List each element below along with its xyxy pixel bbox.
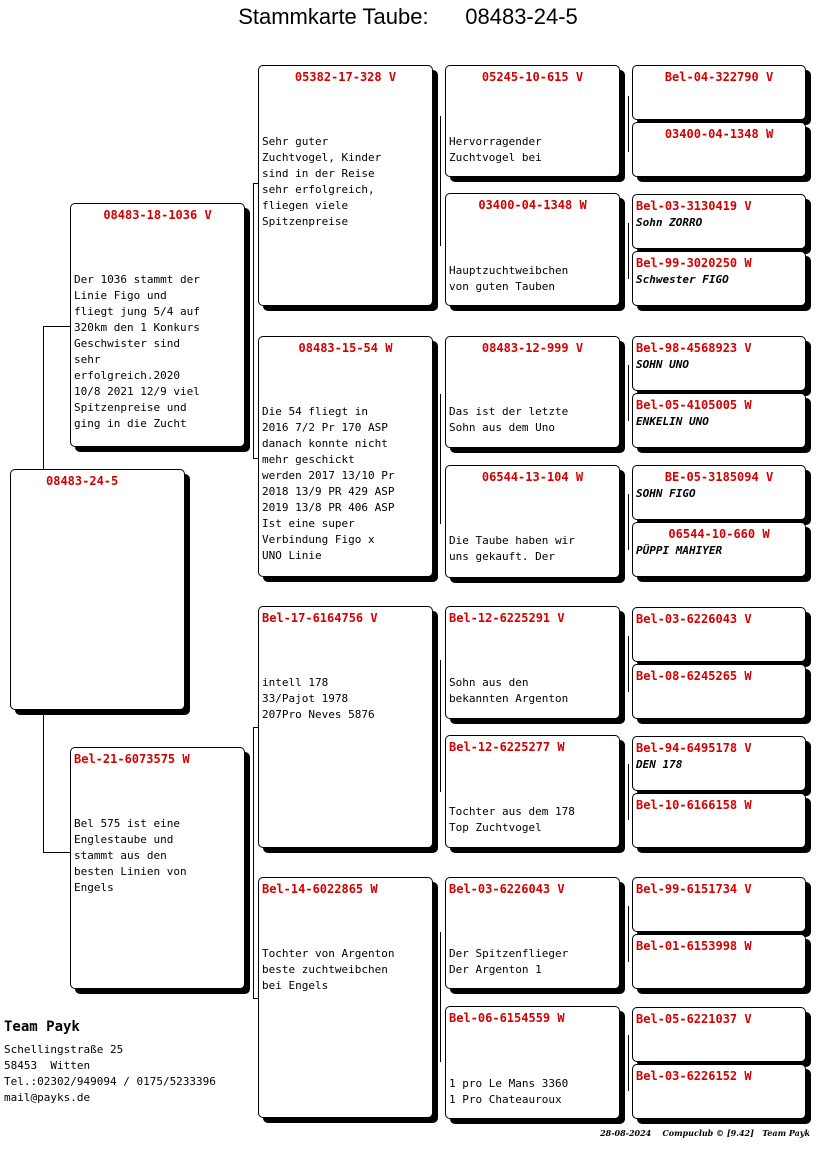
pigeon-note: ENKELIN UNO	[636, 415, 709, 428]
pigeon-card-g4[interactable]	[632, 336, 806, 391]
pigeon-card-g4[interactable]	[632, 251, 806, 306]
pigeon-card-fm[interactable]	[258, 336, 433, 577]
pigeon-card-mff[interactable]	[445, 606, 620, 719]
connector-line	[628, 1035, 629, 1091]
pigeon-card-mmm[interactable]	[445, 1006, 620, 1119]
pigeon-description: Sohn aus den bekannten Argenton	[449, 676, 569, 705]
connector-line	[440, 394, 441, 524]
pigeon-note: SOHN FIGO	[636, 487, 696, 500]
pigeon-card-g4[interactable]	[632, 194, 806, 249]
connector-line	[43, 710, 44, 852]
pigeon-card-g4[interactable]	[632, 522, 806, 577]
title-ring: 08483-24-5	[465, 4, 578, 29]
ring-number: Bel-10-6166158 W	[636, 798, 752, 812]
team-name: Team Payk	[4, 1019, 80, 1035]
pigeon-card-g4[interactable]	[632, 393, 806, 448]
footer-credit: 28-08-2024 Compuclub © [9.42] Team Payk	[600, 1128, 810, 1138]
ring-number: Bel-03-6226043 V	[636, 612, 752, 626]
ring-number: Bel-21-6073575 W	[74, 752, 190, 766]
ring-number: Bel-01-6153998 W	[636, 939, 752, 953]
ring-number: 08483-12-999 V	[481, 341, 584, 355]
connector-line	[628, 96, 629, 152]
pigeon-description: Der 1036 stammt der Linie Figo und fliegt jung 5/4 auf 320km den 1 Konkurs Geschwister sind sehr erfolgreich.2020 10/8 2021 12/9 viel Spitzenpreise und ging in die Zucht	[74, 273, 200, 430]
pigeon-card-g4[interactable]	[632, 65, 806, 120]
ring-number: Bel-94-6495178 V	[636, 741, 752, 755]
connector-line	[628, 906, 629, 962]
connector-line	[628, 365, 629, 421]
ring-number: 03400-04-1348 W	[478, 198, 587, 212]
pigeon-card-fmf[interactable]	[445, 336, 620, 448]
pigeon-note: Sohn ZORRO	[636, 216, 703, 229]
pigeon-description: Der Spitzenflieger Der Argenton 1	[449, 947, 569, 976]
pigeon-card-ff[interactable]	[258, 65, 433, 306]
pigeon-card-mmf[interactable]	[445, 877, 620, 989]
pigeon-card-ffm[interactable]	[445, 193, 620, 306]
ring-number: 03400-04-1348 W	[664, 127, 774, 141]
ring-number: 06544-13-104 W	[481, 470, 584, 484]
pigeon-card-g4[interactable]	[632, 1007, 806, 1062]
title-label: Stammkarte Taube:	[238, 4, 429, 29]
pigeon-card-fff[interactable]	[445, 65, 620, 177]
ring-number: Bel-03-6226152 W	[636, 1069, 752, 1083]
pigeon-description: Tochter aus dem 178 Top Zuchtvogel	[449, 805, 575, 834]
team-address: Schellingstraße 25 58453 Witten Tel.:02302/949094 / 0175/5233396 mail@payks.de	[4, 1043, 216, 1104]
connector-line	[253, 183, 254, 458]
connector-line	[43, 852, 71, 853]
ring-number: 08483-15-54 W	[298, 341, 393, 355]
ring-number: Bel-12-6225291 V	[449, 611, 565, 625]
ring-number: 05382-17-328 V	[294, 70, 397, 84]
connector-line	[440, 116, 441, 246]
ring-number: Bel-98-4568923 V	[636, 341, 752, 355]
pigeon-card-g4[interactable]	[632, 607, 806, 662]
ring-number: Bel-08-6245265 W	[636, 669, 752, 683]
pigeon-card-g4[interactable]	[632, 122, 806, 177]
ring-number: Bel-06-6154559 W	[449, 1011, 565, 1025]
pigeon-card-g4[interactable]	[632, 793, 806, 848]
pigeon-card-mother[interactable]	[70, 747, 245, 989]
pigeon-note: DEN 178	[636, 758, 683, 771]
pigeon-card-g4[interactable]	[632, 934, 806, 989]
pigeon-card-mm[interactable]	[258, 877, 433, 1118]
pigeon-card-g4[interactable]	[632, 465, 806, 520]
connector-line	[628, 223, 629, 279]
pigeon-card-g4[interactable]	[632, 1064, 806, 1119]
ring-number: Bel-03-3130419 V	[636, 199, 752, 213]
ring-number: 06544-10-660 W	[668, 527, 770, 541]
ring-number: Bel-05-4105005 W	[636, 398, 752, 412]
ring-number: BE-05-3185094 V	[664, 470, 774, 484]
ring-number: 08483-18-1036 V	[103, 208, 212, 222]
pigeon-card-g4[interactable]	[632, 736, 806, 791]
pigeon-card-fmm[interactable]	[445, 465, 620, 578]
connector-line	[628, 764, 629, 820]
pigeon-note: SOHN UNO	[636, 358, 689, 371]
pigeon-description: Die Taube haben wir uns gekauft. Der	[449, 534, 575, 563]
ring-number: Bel-14-6022865 W	[262, 882, 378, 896]
connector-line	[440, 660, 441, 792]
connector-line	[253, 727, 254, 998]
ring-number: Bel-04-322790 V	[664, 70, 774, 84]
ring-number: Bel-03-6226043 V	[449, 882, 565, 896]
pigeon-card-subject[interactable]	[10, 469, 185, 710]
connector-line	[628, 494, 629, 550]
ring-number: Bel-17-6164756 V	[262, 611, 378, 625]
pigeon-description: Bel 575 ist eine Englestaube und stammt aus den besten Linien von Engels	[74, 817, 187, 894]
pigeon-description: Hervorragender Zuchtvogel bei	[449, 135, 542, 164]
pigeon-card-mfm[interactable]	[445, 735, 620, 848]
connector-line	[43, 326, 44, 469]
ring-number: Bel-99-6151734 V	[636, 882, 752, 896]
pigeon-note: Schwester FIGO	[636, 273, 729, 286]
pigeon-description: Die 54 fliegt in 2016 7/2 Pr 170 ASP danach konnte nicht mehr geschickt werden 2017 13/10 Pr 2018 13/9 PR 429 ASP 2019 13/8 PR 406 ASP Ist eine super Verbindung Figo x UNO Linie	[262, 405, 395, 562]
connector-line	[628, 636, 629, 692]
ring-number: 08483-24-5	[46, 474, 119, 488]
pigeon-card-father[interactable]	[70, 203, 245, 447]
pigeon-description: intell 178 33/Pajot 1978 207Pro Neves 5876	[262, 676, 375, 721]
ring-number: Bel-05-6221037 V	[636, 1012, 752, 1026]
connector-line	[43, 326, 71, 327]
pigeon-description: Sehr guter Zuchtvogel, Kinder sind in der Reise sehr erfolgreich, fliegen viele Spitzenpreise	[262, 135, 382, 228]
pigeon-description: Tochter von Argenton beste zuchtweibchen bei Engels	[262, 947, 395, 992]
pigeon-card-g4[interactable]	[632, 877, 806, 932]
pigeon-description: Das ist der letzte Sohn aus dem Uno	[449, 405, 569, 434]
ring-number: Bel-99-3020250 W	[636, 256, 752, 270]
connector-line	[440, 932, 441, 1062]
ring-number: 05245-10-615 V	[481, 70, 584, 84]
pigeon-description: Hauptzuchtweibchen von guten Tauben	[449, 264, 569, 293]
pigeon-card-g4[interactable]	[632, 664, 806, 719]
pigeon-card-mf[interactable]	[258, 606, 433, 848]
page-title	[0, 4, 816, 30]
pigeon-description: 1 pro Le Mans 3360 1 Pro Chateauroux	[449, 1077, 569, 1106]
pigeon-note: PÜPPI MAHIYER	[636, 544, 723, 557]
ring-number: Bel-12-6225277 W	[449, 740, 565, 754]
